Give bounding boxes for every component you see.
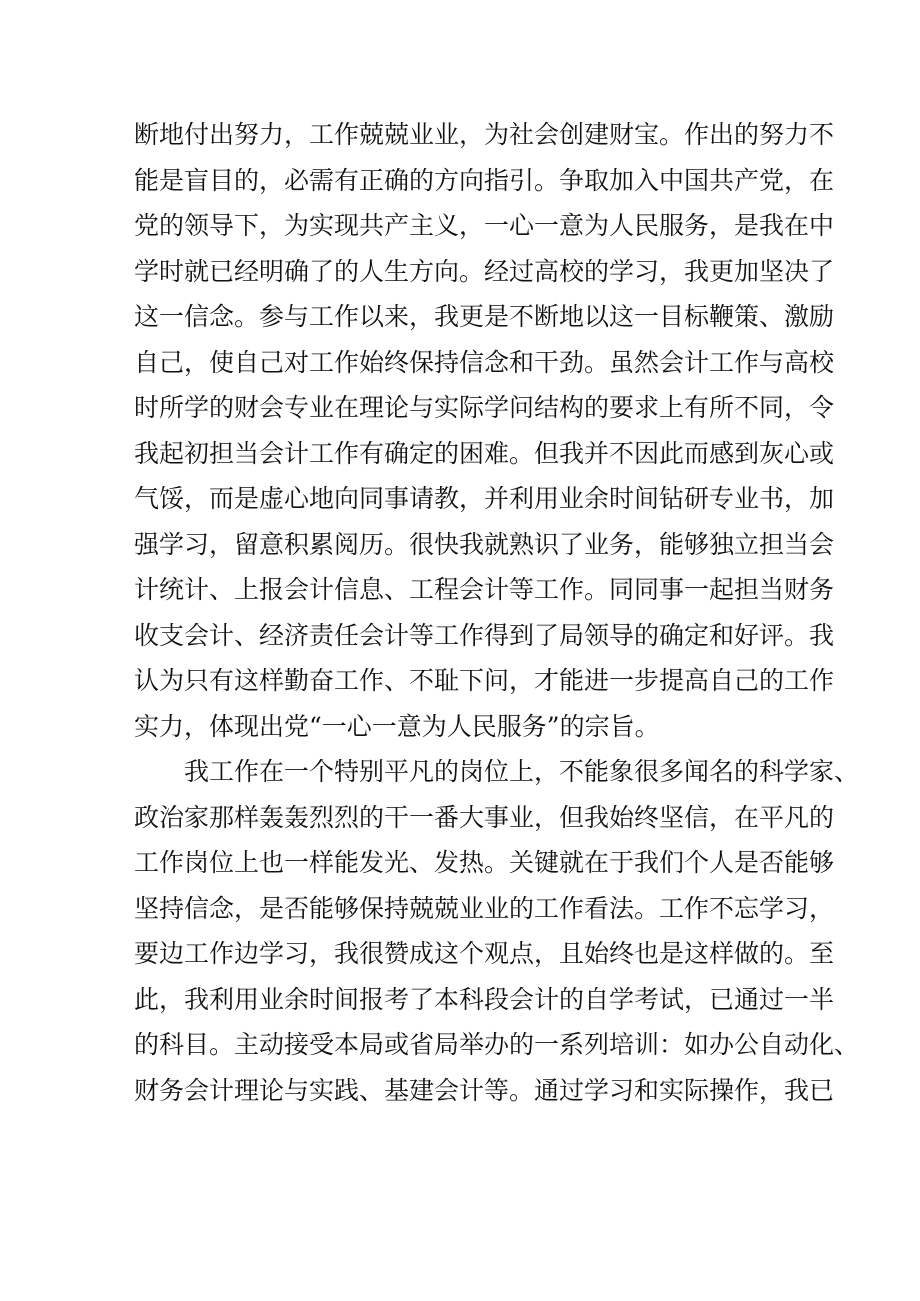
text-line: 财务会计理论与实践、基建会计等。通过学习和实际操作，我已 (134, 1075, 835, 1105)
text-line: 这一信念。参与工作以来，我更是不断地以这一目标鞭策、激励 (134, 302, 835, 331)
paragraph-2 (134, 749, 860, 1113)
text-line: 气馁，而是虚心地向同事请教，并利用业余时间钻研专业书，加 (134, 484, 835, 513)
text-line: 断地付出努力，工作兢兢业业，为社会创建财宝。作出的努力不 (134, 120, 835, 149)
text-line: 我工作在一个特别平凡的岗位上，不能象很多闻名的科学家、 (184, 757, 860, 786)
text-line: 党的领导下，为实现共产主义，一心一意为人民服务，是我在中 (134, 211, 835, 240)
text-line: 政治家那样轰轰烈烈的干一番大事业，但我始终坚信，在平凡的 (134, 802, 835, 832)
text-line: 此，我利用业余时间报考了本科段会计的自学考试，已通过一半 (134, 984, 835, 1014)
text-line: 收支会计、经济责任会计等工作得到了局领导的确定和好评。我 (134, 620, 835, 650)
text-line: 学时就已经明确了的人生方向。经过高校的学习，我更加坚决了 (134, 256, 835, 286)
text-line: 工作岗位上也一样能发光、发热。关键就在于我们个人是否能够 (134, 848, 835, 877)
text-line: 我起初担当会计工作有确定的困难。但我并不因此而感到灰心或 (134, 438, 835, 468)
text-line: 能是盲目的，必需有正确的方向指引。争取加入中国共产党，在 (134, 165, 835, 195)
text-line: 坚持信念，是否能够保持兢兢业业的工作看法。工作不忘学习， (134, 893, 835, 923)
text-line: 要边工作边学习，我很赞成这个观点，且始终也是这样做的。至 (134, 939, 835, 968)
text-line: 的科目。主动接受本局或省局举办的一系列培训：如办公自动化、 (134, 1030, 860, 1059)
paragraph-1 (134, 112, 835, 749)
text-line: 自己，使自己对工作始终保持信念和干劲。虽然会计工作与高校 (134, 347, 835, 377)
text-line: 强学习，留意积累阅历。很快我就熟识了业务，能够独立担当会 (134, 529, 835, 559)
text-line: 时所学的财会专业在理论与实际学问结构的要求上有所不同，令 (134, 393, 835, 422)
text-line: 实力，体现出党“一心一意为人民服务”的宗旨。 (134, 711, 660, 741)
text-line: 计统计、上报会计信息、工程会计等工作。同同事一起担当财务 (134, 575, 835, 604)
text-line: 认为只有这样勤奋工作、不耻下问，才能进一步提高自己的工作 (134, 666, 835, 695)
document-body (134, 112, 860, 1113)
